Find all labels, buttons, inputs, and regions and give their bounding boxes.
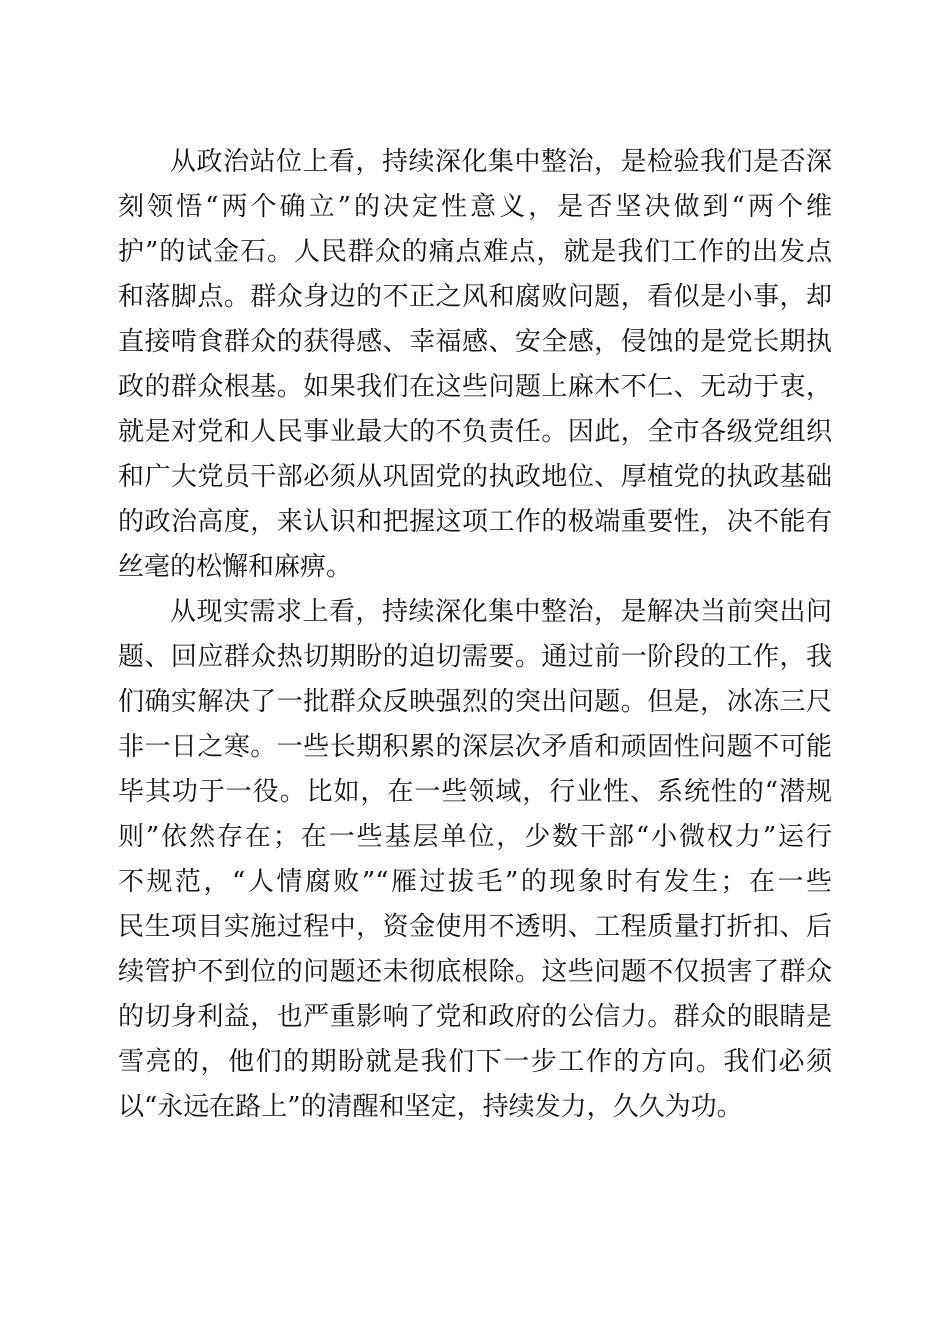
text-line: 的政治高度，来认识和把握这项工作的极端重要性，决不能有: [118, 507, 832, 537]
text-line: 则”依然存在；在一些基层单位，少数干部“小微权力”运行: [118, 822, 832, 852]
text-line: 毕其功于一役。比如，在一些领域，行业性、系统性的“潜规: [118, 777, 832, 807]
text-line: 续管护不到位的问题还未彻底根除。这些问题不仅损害了群众: [118, 957, 832, 987]
text-line: 从现实需求上看，持续深化集中整治，是解决当前突出问: [170, 597, 832, 627]
text-line: 们确实解决了一批群众反映强烈的突出问题。但是，冰冻三尺: [118, 687, 832, 717]
text-line: 从政治站位上看，持续深化集中整治，是检验我们是否深: [170, 147, 832, 177]
text-line: 护”的试金石。人民群众的痛点难点，就是我们工作的出发点: [118, 237, 832, 267]
text-line: 题、回应群众热切期盼的迫切需要。通过前一阶段的工作，我: [118, 642, 832, 672]
paragraph-political-stance: [118, 140, 832, 590]
text-line: 政的群众根基。如果我们在这些问题上麻木不仁、无动于衷，: [118, 372, 832, 402]
paragraph-practical-needs: [118, 590, 832, 1130]
text-line: 的切身利益，也严重影响了党和政府的公信力。群众的眼睛是: [118, 1002, 832, 1032]
text-line: 民生项目实施过程中，资金使用不透明、工程质量打折扣、后: [118, 912, 832, 942]
text-line: 不规范，“人情腐败”“雁过拔毛”的现象时有发生；在一些: [118, 867, 832, 897]
text-line: 雪亮的，他们的期盼就是我们下一步工作的方向。我们必须: [118, 1047, 832, 1077]
text-line: 以“永远在路上”的清醒和坚定，持续发力，久久为功。: [118, 1092, 743, 1122]
text-line: 和落脚点。群众身边的不正之风和腐败问题，看似是小事，却: [118, 282, 832, 312]
text-line: 就是对党和人民事业最大的不负责任。因此，全市各级党组织: [118, 417, 832, 447]
text-line: 刻领悟“两个确立”的决定性意义，是否坚决做到“两个维: [118, 192, 832, 222]
text-line: 直接啃食群众的获得感、幸福感、安全感，侵蚀的是党长期执: [118, 327, 832, 357]
document-body: [118, 140, 832, 1130]
text-line: 丝毫的松懈和麻痹。: [118, 552, 353, 582]
text-line: 非一日之寒。一些长期积累的深层次矛盾和顽固性问题不可能: [118, 732, 832, 762]
text-line: 和广大党员干部必须从巩固党的执政地位、厚植党的执政基础: [118, 462, 832, 492]
